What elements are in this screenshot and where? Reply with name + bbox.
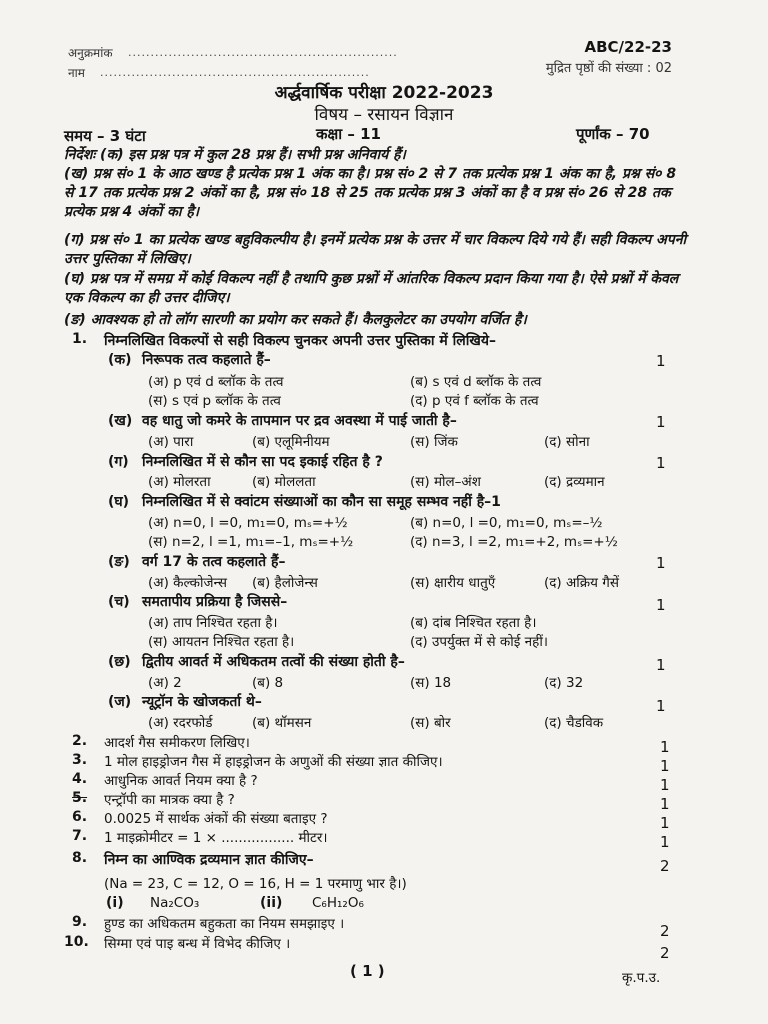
option: (अ) ताप निश्चित रहता है। [148,615,278,631]
question-text: आदर्श गैस समीकरण लिखिए। [104,735,250,751]
option: (ब) s एवं d ब्लॉक के तत्व [410,374,542,390]
paper-code: ABC/22-23 [584,38,672,56]
marks: 1 [656,413,666,431]
option: (ब) दांब निश्चित रहता है। [410,615,537,631]
page-number: ( 1 ) [350,962,385,980]
question-text: हुण्ड का अधिकतम बहुकता का नियम समझाइए । [104,916,345,932]
formula: Na₂CO₃ [150,895,200,911]
part-text: निम्नलिखित में से कौन सा पद इकाई रहित है ? [142,454,383,470]
please-turn-over: कृ.प.उ. [622,970,661,986]
question-number: 8. [72,850,88,866]
option: (ब) 8 [252,675,284,691]
marks: 1 [660,795,670,813]
atomic-masses: (Na = 23, C = 12, O = 16, H = 1 परमाणु भार है।) [104,876,407,892]
question-text: एन्ट्रॉपी का मात्रक क्या है ? [104,792,235,808]
part-text: निम्नलिखित में से क्वांटम संख्याओं का कौन सा समूह सम्भव नहीं है–1 [142,494,501,510]
question-number: 5. [72,790,88,806]
part-text: न्यूट्रॉन के खोजकर्ता थे– [142,694,262,710]
part-label: (छ) [108,654,131,670]
option: (ब) मोललता [252,474,316,490]
part-label: (ज) [108,694,132,710]
option: (द) n=3, l =2, m₁=+2, mₛ=+½ [410,534,618,550]
option: (स) 18 [410,675,452,691]
option: (द) सोना [544,434,590,450]
option: (द) उपर्युक्त में से कोई नहीं। [410,634,548,650]
option: (द) 32 [544,675,584,691]
marks: 1 [660,776,670,794]
option: (स) n=2, l =1, m₁=–1, mₛ=+½ [148,534,354,550]
marks: 2 [660,922,670,940]
part-label: (ख) [108,413,133,429]
option: (स) आयतन निश्चित रहता है। [148,634,295,650]
part-label: (क) [108,352,132,368]
option: (अ) मोलरता [148,474,211,490]
marks: 1 [656,656,666,674]
instruction-c: (ग) प्रश्न सं० 1 का प्रत्येक खण्ड बहुविकल्पीय है। इनमें प्रत्येक प्रश्न के उत्तर में चार विकल्प दिये गये हैं। सही विकल्प अपनी उत्तर पुस्तिका में लिखिए। [64,232,687,267]
question-number: 6. [72,809,88,825]
subpart-label: (ii) [260,895,283,911]
option: (स) जिंक [410,434,458,450]
option: (स) क्षारीय धातुएँ [410,575,496,591]
roll-label: अनुक्रमांक [68,46,113,60]
question-number: 1. [72,331,88,347]
part-label: (घ) [108,494,130,510]
marks: 1 [660,757,670,775]
question-text: निम्न का आण्विक द्रव्यमान ज्ञात कीजिए– [104,852,314,868]
option: (अ) 2 [148,675,182,691]
question-text: सिग्मा एवं पाइ बन्ध में विभेद कीजिए । [104,936,291,952]
option: (ब) n=0, l =0, m₁=0, mₛ=–½ [410,515,603,531]
exam-title: अर्द्धवार्षिक परीक्षा 2022-2023 [274,83,494,103]
question-text: आधुनिक आवर्त नियम क्या है ? [104,773,258,789]
part-label: (ङ) [108,554,130,570]
time-allowed: समय – 3 घंटा [64,127,146,145]
marks: 2 [660,857,670,875]
option: (ब) एलूमिनीयम [252,434,330,450]
printed-pages: मुद्रित पृष्ठों की संख्या : 02 [545,61,672,76]
option: (स) s एवं p ब्लॉक के तत्व [148,393,281,409]
marks: 1 [656,352,666,370]
option: (द) अक्रिय गैसें [544,575,620,591]
question-text: 1 मोल हाइड्रोजन गैस में हाइड्रोजन के अणुओं की संख्या ज्ञात कीजिए। [104,754,443,770]
question-number: 3. [72,752,88,768]
option: (द) द्रव्यमान [544,474,605,490]
name-dots: ............................................................ [100,66,370,79]
option: (स) मोल–अंश [410,474,481,490]
question-number: 10. [64,934,89,950]
question-number: 2. [72,733,88,749]
part-text: द्वितीय आवर्त में अधिकतम तत्वों की संख्या होती है– [142,654,405,670]
question-text: 1 माइक्रोमीटर = 1 × ................. मीटर। [104,830,328,846]
option: (अ) रदरफोर्ड [148,715,213,731]
option: (स) बोर [410,715,451,731]
option: (अ) पारा [148,434,194,450]
subpart-label: (i) [106,895,124,911]
marks: 2 [660,944,670,962]
question-text: 0.0025 में सार्थक अंकों की संख्या बताइए ? [104,811,328,827]
question-number: 9. [72,914,88,930]
option: (द) p एवं f ब्लॉक के तत्व [410,393,539,409]
instruction-a: निर्देशः (क) इस प्रश्न पत्र में कुल 28 प्रश्न हैं। सभी प्रश्न अनिवार्य हैं। [64,147,406,163]
marks: 1 [660,814,670,832]
marks: 1 [656,697,666,715]
option: (अ) p एवं d ब्लॉक के तत्व [148,374,284,390]
marks: 1 [656,454,666,472]
part-label: (ग) [108,454,129,470]
option: (ब) हैलोजेन्स [252,575,318,591]
option: (अ) n=0, l =0, m₁=0, mₛ=+½ [148,515,348,531]
marks: 1 [660,738,670,756]
instruction-d: (घ) प्रश्न पत्र में समग्र में कोई विकल्प नहीं है तथापि कुछ प्रश्नों में आंतरिक विकल्प प्रदान किया गया है। ऐसे प्रश्नों में केवल एक विकल्प का ही उत्तर दीजिए। [64,271,679,306]
formula: C₆H₁₂O₆ [312,895,364,911]
option: (अ) कैल्कोजेन्स [148,575,227,591]
name-label: नाम [68,66,85,80]
option: (द) चैडविक [544,715,604,731]
part-text: वर्ग 17 के तत्व कहलाते हैं– [142,554,286,570]
question-number: 4. [72,771,88,787]
part-text: वह धातु जो कमरे के तापमान पर द्रव अवस्था में पाई जाती है– [142,413,457,429]
marks: 1 [660,833,670,851]
part-text: निरूपक तत्व कहलाते हैं– [142,352,271,368]
instruction-b: (ख) प्रश्न सं० 1 के आठ खण्ड है प्रत्येक प्रश्न 1 अंक का है। प्रश्न सं० 2 से 7 तक प्रत्येक प्रश्न 1 अंक का है, प्रश्न सं० 8 से 17 तक प्रत्येक प्रश्न 2 अंकों का है, प्रश्न सं० 18 से 25 तक प्रत्येक प्रश्न 3 अंकों का है व प्रश्न सं० 26 से 28 तक प्रत्येक प्रश्न 4 अंकों का है। [64,166,677,220]
roll-dots: ............................................................ [128,46,398,59]
option: (ब) थॉमसन [252,715,312,731]
marks: 1 [656,554,666,572]
part-text: समतापीय प्रक्रिया है जिससे– [142,594,288,610]
part-label: (च) [108,594,130,610]
question-text: निम्नलिखित विकल्पों से सही विकल्प चुनकर अपनी उत्तर पुस्तिका में लिखिये– [104,333,496,349]
marks: 1 [656,596,666,614]
class-label: कक्षा – 11 [316,125,381,143]
subject-title: विषय – रसायन विज्ञान [314,105,454,125]
max-marks: पूर्णांक – 70 [576,125,650,143]
instruction-e: (ङ) आवश्यक हो तो लॉग सारणी का प्रयोग कर सकते हैं। कैलकुलेटर का उपयोग वर्जित है। [64,312,527,328]
question-number: 7. [72,828,88,844]
